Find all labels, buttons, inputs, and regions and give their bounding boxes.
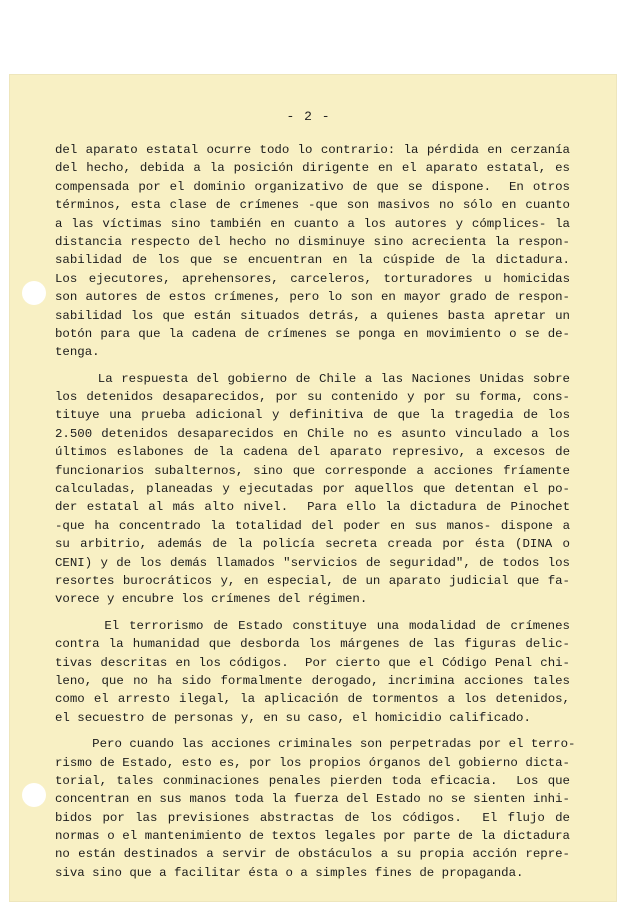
text-line: son autores de estos crímenes, pero lo son en mayor grado de respon- [55,290,570,305]
text-line: calculadas, planeadas y ejecutadas por aquellos que detentan el po- [55,482,570,497]
text-line: concentran en sus manos toda la fuerza del Estado no se sienten inhi- [55,792,570,807]
text-line: botón para que la cadena de crímenes se ponga en movimiento o se de- [55,326,570,341]
text-line: del hecho, debida a la posición dirigente en el aparato estatal, es [55,161,570,176]
paragraph-gap [55,727,570,735]
text-line: compensada por el dominio organizativo de que se dispone. En otros [55,179,570,194]
text-line: rismo de Estado, esto es, por los propios órganos del gobierno dicta- [55,755,570,770]
text-line: normas o el mantenimiento de textos legales por parte de la dictadura [55,829,570,844]
text-line: el secuestro de personas y, en su caso, el homicidio calificado. [55,710,531,725]
text-line: del aparato estatal ocurre todo lo contrario: la pérdida en cerzanía [55,143,570,157]
text-line: tituye una prueba adicional y definitiva de que la tragedia de los [55,408,570,423]
text-line: los detenidos desaparecidos, por su contenido y por su forma, cons- [55,390,570,405]
text-line: no están destinados a servir de obstáculos a su propia acción repre- [55,847,570,862]
paragraph-2 [55,370,570,609]
text-line: funcionarios subalternos, sino que corresponde a acciones fríamente [55,463,570,478]
text-line: como el arresto ilegal, la aplicación de tormentos a los detenidos, [55,692,570,707]
text-line: su arbitrio, además de la policía secreta creada por ésta (DINA o [55,537,570,552]
page-number: - 2 - [286,109,331,124]
text-line: torial, tales conminaciones penales pierden toda eficacia. Los que [55,773,570,788]
paragraph-gap [55,609,570,617]
text-line: El terrorismo de Estado constituye una modalidad de crímenes [55,618,570,633]
text-line: der estatal al más alto nivel. Para ello la dictadura de Pinochet [55,500,570,515]
text-line: distancia respecto del hecho no disminuye sino acrecienta la respon- [55,234,570,249]
text-line: 2.500 detenidos desaparecidos en Chile no es asunto vinculado a los [55,426,570,441]
text-line: resortes burocráticos y, en especial, de un aparato judicial que fa- [55,573,570,588]
text-line: Los ejecutores, aprehensores, carceleros, torturadores u homicidas [55,271,570,286]
paragraph-gap [55,362,570,370]
text-line: términos, esta clase de crímenes -que son masivos no sólo en cuanto [55,198,570,213]
paragraph-3 [55,617,570,727]
text-line: últimos eslabones de la cadena del aparato represivo, a excesos de [55,445,570,460]
text-line: Pero cuando las acciones criminales son perpetradas por el terro- [55,737,576,752]
document-body [55,141,576,882]
text-line: La respuesta del gobierno de Chile a las Naciones Unidas sobre [55,371,570,386]
text-line: a las víctimas sino también en cuanto a los autores y cómplices- la [55,216,570,231]
text-line: tivas descritas en los códigos. Por cierto que el Código Penal chi- [55,655,570,670]
paragraph-4 [55,735,576,882]
paragraph-1 [55,141,570,362]
text-line: siva sino que a facilitar ésta o a simples fines de propaganda. [55,865,524,880]
text-line: vorece y encubre los crímenes del régimen. [55,592,368,607]
text-line: tenga. [55,345,100,360]
text-line: contra la humanidad que desborda los márgenes de las figuras delic- [55,637,570,652]
punch-hole-bottom [22,783,46,807]
text-line: sabilidad los que están situados detrás, a quienes basta apretar un [55,308,570,323]
text-line: -que ha concentrado la totalidad del poder en sus manos- dispone a [55,518,570,533]
punch-hole-top [22,281,46,305]
text-line: CENI) y de los demás llamados "servicios de seguridad", de todos los [55,555,570,570]
text-line: bidos por las previsiones abstractas de los códigos. El flujo de [55,810,570,825]
text-line: leno, que no ha sido formalmente derogado, incrimina acciones tales [55,673,570,688]
text-line: sabilidad de los que se encuentran en la cúspide de la dictadura. [55,253,570,268]
